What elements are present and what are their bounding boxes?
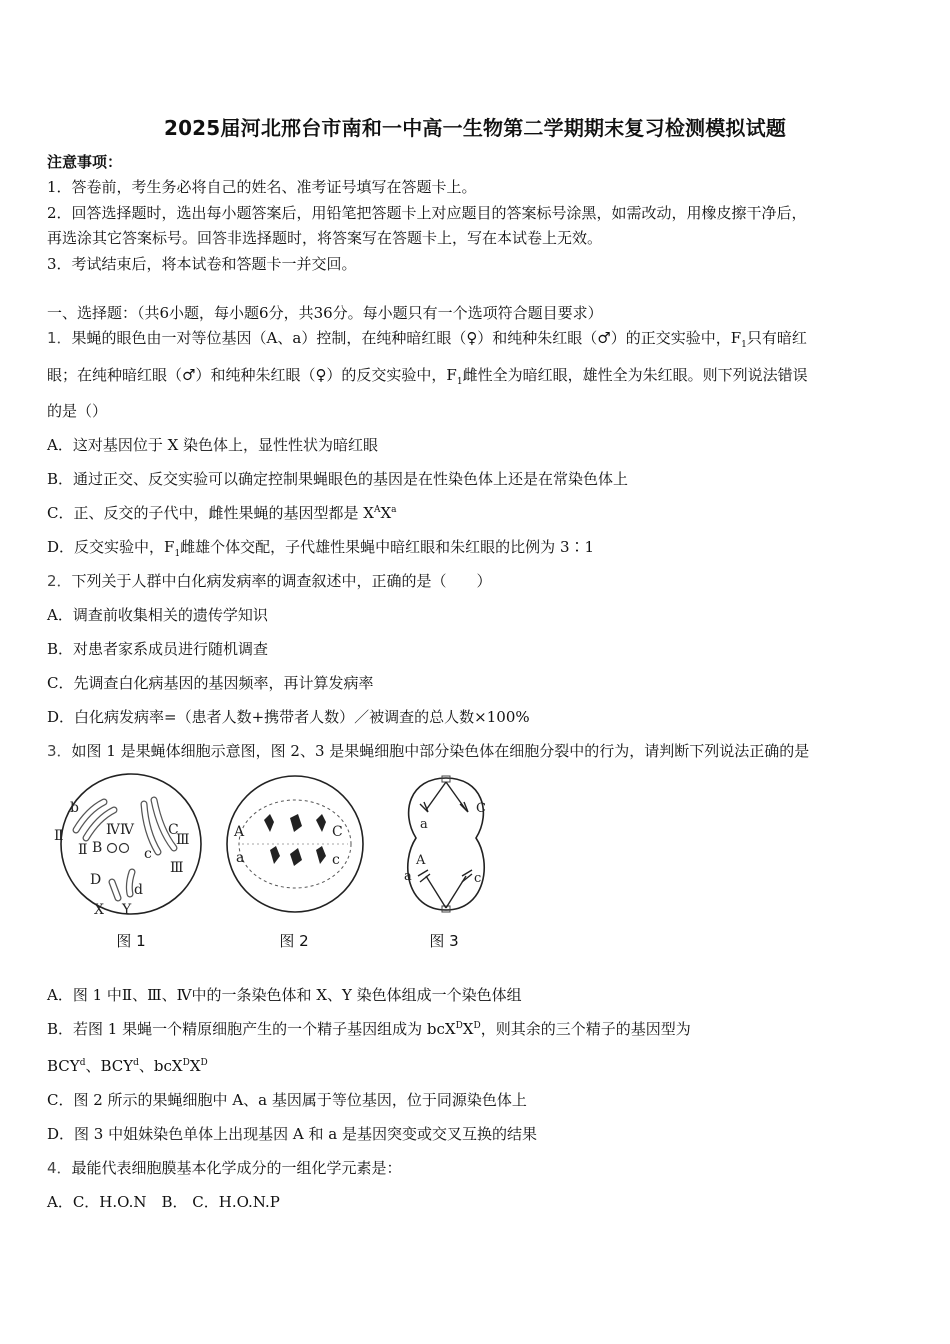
q4-number: 4． (47, 1159, 72, 1177)
q1-option-b: B．通过正交、反交实验可以确定控制果蝇眼色的基因是在性染色体上还是在常染色体上 (47, 470, 629, 488)
fig1-label: X (94, 902, 104, 918)
fig3-label: c (474, 871, 482, 886)
q3-option-b: B．若图 1 果蝇一个精原细胞产生的一个精子基因组成为 $bcX^DX^D$，则其余的三个精子的基因型为 (47, 1020, 691, 1038)
q1-option-c: C．正、反交的子代中，雌性果蝇的基因型都是 $X^AX^a$ (47, 504, 397, 522)
fig1-label: B (92, 840, 103, 856)
q4-options: A．C．H.O.N B． C．H.O.N.P (47, 1193, 280, 1211)
q2-option-b: B．对患者家系成员进行随机调查 (47, 640, 269, 658)
q1-option-d: D．反交实验中，$F_1$雌雄个体交配，子代雄性果蝇中暗红眼和朱红眼的比例为 3∶1 (47, 538, 595, 559)
figure-2 (220, 772, 370, 922)
figure-1-caption: 图 1 (116, 932, 146, 950)
q1-number: 1． (47, 329, 72, 347)
fig1-label: C (168, 822, 179, 838)
fig1-label: Ⅲ (176, 832, 190, 848)
q2-option-d: D．白化病发病率=（患者人数+携带者人数）／被调查的总人数×100% (47, 708, 530, 726)
fig3-label: C (476, 801, 486, 816)
figure-1-drawing (46, 772, 216, 922)
figure-3-caption: 图 3 (429, 932, 459, 950)
q3-stem: 3．如图 1 是果蝇体细胞示意图，图 2、3 是果蝇细胞中部分染色体在细胞分裂中的行为，请判断下列说法正确的是 (47, 742, 810, 760)
fig2-label: A (234, 824, 245, 840)
fig1-label: b (70, 800, 79, 816)
q1-stem-line-1: 1．果蝇的眼色由一对等位基因（A、a）控制，在纯种暗红眼（♀）和纯种朱红眼（♂）的正交实验中，$F_1$只有暗红 (47, 329, 807, 350)
q3-option-c: C．图 2 所示的果蝇细胞中 A、a 基因属于等位基因，位于同源染色体上 (47, 1091, 527, 1109)
q2-option-a: A．调查前收集相关的遗传学知识 (47, 606, 268, 624)
fig2-label: a (236, 850, 245, 866)
q3-option-a: A．图 1 中Ⅱ、Ⅲ、Ⅳ中的一条染色体和 X、Y 染色体组成一个染色体组 (47, 986, 522, 1004)
notice-item-1: 1．答卷前，考生务必将自己的姓名、准考证号填写在答题卡上。 (47, 178, 477, 196)
fig1-label: Ⅱ (78, 842, 88, 858)
fig2-label: C (332, 824, 343, 840)
q3-number: 3． (47, 742, 72, 760)
fig1-label: Ⅱ (54, 828, 64, 844)
fig1-label: d (134, 882, 143, 898)
figure-2-caption: 图 2 (279, 932, 309, 950)
notice-heading: 注意事项： (47, 153, 123, 171)
q2-stem: 2．下列关于人群中白化病发病率的调查叙述中，正确的是（ ） (47, 572, 492, 590)
notice-item-2b: 再选涂其它答案标号。回答非选择题时，将答案写在答题卡上，写在本试卷上无效。 (47, 229, 603, 247)
figure-1 (46, 772, 216, 922)
q3-option-b-continued: BCY$^d$、BCY$^d$、$bcX^DX^D$ (47, 1057, 208, 1075)
fig3-label: a (420, 817, 428, 832)
fig3-label: A (416, 853, 426, 868)
fig1-label: Ⅲ (170, 860, 184, 876)
figure-3 (396, 772, 496, 922)
fig1-label: c (144, 846, 152, 862)
fig2-label: c (332, 852, 340, 868)
q2-number: 2． (47, 572, 72, 590)
figure-2-drawing (220, 772, 370, 922)
q1-option-a: A．这对基因位于 X 染色体上，显性性状为暗红眼 (47, 436, 379, 454)
figure-3-drawing (396, 772, 496, 922)
fig1-label: Y (122, 902, 132, 918)
fig1-label: Ⅳ (120, 822, 134, 838)
page-title: 2025届河北邢台市南和一中高一生物第二学期期末复习检测模拟试题 (163, 116, 787, 140)
notice-item-2a: 2．回答选择题时，选出每小题答案后，用铅笔把答题卡上对应题目的答案标号涂黑，如需改动，用橡皮擦干净后， (47, 204, 807, 222)
fig1-label: Ⅳ (106, 822, 120, 838)
q4-stem: 4．最能代表细胞膜基本化学成分的一组化学元素是： (47, 1159, 402, 1177)
section-heading: 一、选择题：（共6小题，每小题6分，共36分。每小题只有一个选项符合题目要求） (47, 304, 603, 322)
fig1-label: D (90, 872, 102, 888)
q3-option-d: D．图 3 中姐妹染色单体上出现基因 A 和 a 是基因突变或交叉互换的结果 (47, 1125, 537, 1143)
q1-stem-line-2: 眼；在纯种暗红眼（♂）和纯种朱红眼（♀）的反交实验中，$F_1$雌性全为暗红眼，雄性全为朱红眼。则下列说法错误 (47, 366, 808, 387)
q1-stem-line-3: 的是（） (47, 402, 108, 420)
notice-item-3: 3．考试结束后，将本试卷和答题卡一并交回。 (47, 255, 357, 273)
fig3-label: a (404, 869, 412, 884)
q2-option-c: C．先调查白化病基因的基因频率，再计算发病率 (47, 674, 374, 692)
